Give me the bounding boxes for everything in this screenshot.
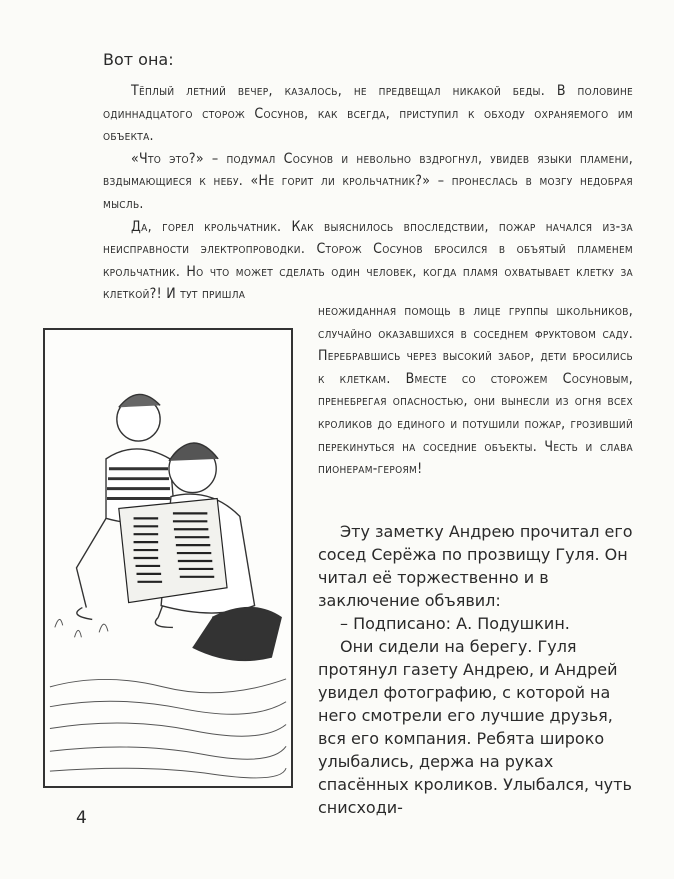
- note-paragraph: Тёплый летний вечер, казалось, не предвещал никакой беды. В половине одиннадцатого сторож Сосунов, как всегда, приступил к обходу охраняемого им объекта.: [103, 83, 633, 145]
- section-heading: Вот она:: [103, 50, 174, 69]
- page-number: 4: [76, 808, 87, 828]
- note-paragraph: «Что это?» – подумал Сосунов и невольно вздрогнул, увидев языки пламени, вздымающиеся к небу. «Не горит ли крольчатник?» – пронеслась в мозгу недобрая мысль.: [103, 150, 633, 212]
- story-paragraph: – Подписано: А. Подушкин.: [340, 614, 570, 633]
- note-paragraph: неожиданная помощь в лице группы школьников, случайно оказавшихся в соседнем фруктовом саду. Перебравшись через высокий забор, дети бросились к клеткам. Вместе со сторожем Сосуновым, пренебрегая опасностью, они вынесли из огня всех кроликов до единого и потушили пожар, грозивший перекинуться на соседние объекты. Честь и слава пионерам-героям!: [318, 303, 633, 478]
- story-paragraph: Эту заметку Андрею прочитал его сосед Серёжа по прозвищу Гуля. Он читал её торжественно и в заключение объявил:: [318, 522, 633, 610]
- note-paragraph: Да, горел крольчатник. Как выяснилось впоследствии, пожар начался из-за неисправности электропроводки. Сторож Сосунов бросился в объятый пламенем крольчатник. Но что может сделать один человек, когда пламя охватывает клетку за клеткой?! И тут пришла: [103, 218, 633, 303]
- story-text: [318, 520, 633, 819]
- illustration: [43, 328, 293, 788]
- newspaper-note-top: [103, 80, 633, 306]
- story-paragraph: Они сидели на берегу. Гуля протянул газету Андрею, и Андрей увидел фотографию, с которой на него смотрели его лучшие друзья, вся его компания. Ребята широко улыбались, держа на руках спасённых кроликов. Улыбался, чуть снисходи-: [318, 637, 632, 817]
- newspaper-note-continued: [318, 300, 633, 481]
- boys-reading-newspaper-illustration: [45, 330, 291, 786]
